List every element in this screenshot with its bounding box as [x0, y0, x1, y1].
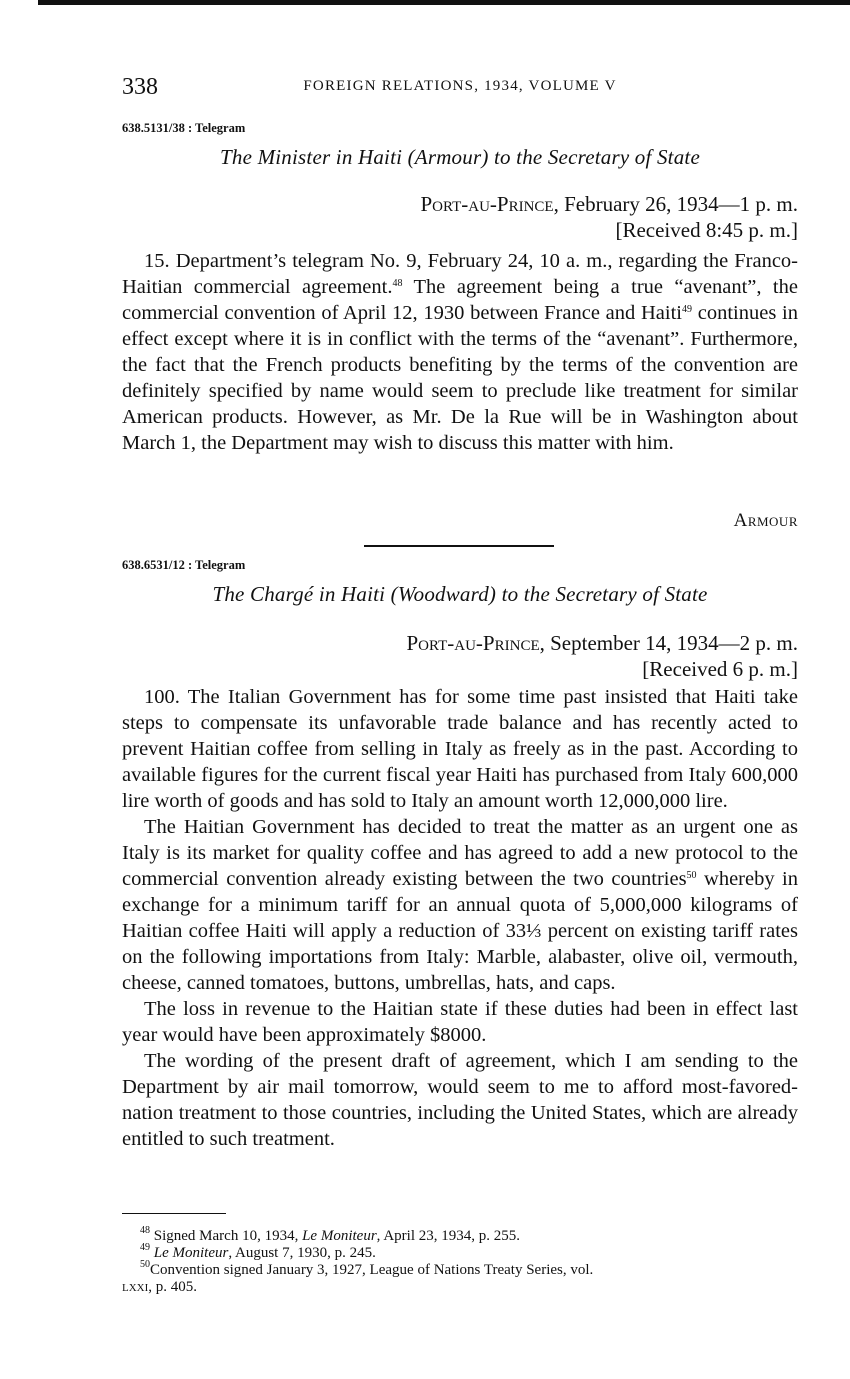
footnote-ref-48[interactable]: 48: [392, 278, 403, 289]
doc2-paragraph-4: The wording of the present draft of agreement, which I am sending to the Department by air mail tomorrow, would seem to me to afford most-favored-nation treatment to those countries, including the United States, which are already entitled to such treatment.: [122, 1050, 798, 1150]
footnote-50-continued: [122, 1279, 798, 1296]
doc1-received: [Received 8:45 p. m.]: [615, 218, 798, 242]
footnote-49: [122, 1242, 798, 1262]
footnote-50-text-c: , p. 405.: [148, 1279, 198, 1295]
doc2-title: The Chargé in Haiti (Woodward) to the Secretary of State: [212, 582, 708, 606]
page-header: [122, 74, 798, 104]
footnote-48: [122, 1225, 798, 1245]
doc1-signature: Armour: [733, 510, 798, 531]
footnote-rule: [122, 1213, 226, 1214]
footnote-50-volume: lxxi: [122, 1279, 149, 1295]
footnote-50: [122, 1259, 798, 1279]
doc1-place: Port-au-Prince: [420, 192, 554, 216]
doc2-dateline: [407, 630, 799, 682]
footnote-49-number: 49: [140, 1242, 150, 1253]
footnote-49-italic: Le Moniteur: [150, 1245, 229, 1261]
top-border-rule: [38, 0, 850, 5]
doc1-date: , February 26, 1934—1 p. m.: [553, 192, 798, 216]
footnote-ref-49[interactable]: 49: [682, 304, 692, 315]
doc2-received: [Received 6 p. m.]: [642, 657, 798, 681]
footnote-50-number: 50: [140, 1259, 150, 1270]
doc2-place: Port-au-Prince: [406, 631, 540, 655]
doc2-file-reference: 638.6531/12 : Telegram: [122, 558, 246, 572]
footnote-48-number: 48: [140, 1225, 150, 1236]
footnote-ref-50[interactable]: 50: [686, 870, 697, 881]
doc2-paragraph-3: The loss in revenue to the Haitian state if these duties had been in effect last year would have been approximately $8000.: [122, 998, 798, 1046]
footnote-48-text-b: , April 23, 1934, p. 255.: [376, 1228, 520, 1244]
doc1-body: [122, 248, 798, 456]
doc2-text-a: The Haitian Government has decided to treat the matter as an urgent one as Italy is its market for quality coffee and has agreed to add a new protocol to the commercial convention already existing between the two countries: [122, 816, 798, 890]
doc1-dateline: [420, 191, 798, 243]
doc2-body: [122, 684, 798, 1152]
doc1-title: The Minister in Haiti (Armour) to the Secretary of State: [220, 145, 700, 169]
running-head: FOREIGN RELATIONS, 1934, VOLUME V: [303, 78, 617, 94]
page-number: 338: [122, 74, 158, 100]
doc2-paragraph-1: 100. The Italian Government has for some time past insisted that Haiti take steps to compensate its unfavorable trade balance and has recently acted to prevent Haitian coffee from selling in Italy as freely as in the past. According to available figures for the current fiscal year Haiti has purchased from Italy 600,000 lire worth of goods and has sold to Italy an amount worth 12,000,000 lire.: [122, 686, 798, 812]
doc1-text-a: 15. Department’s telegram No. 9, February 24, 10 a. m., regarding the Franco-Haitian commercial agreement.: [122, 250, 798, 298]
footnote-49-text: , August 7, 1930, p. 245.: [228, 1245, 376, 1261]
doc2-paragraph-2: [122, 814, 798, 996]
doc1-file-reference: 638.5131/38 : Telegram: [122, 121, 246, 135]
doc1-text-b: The agreement being a true “avenant”, the commercial convention of April 12, 1930 between France and Haiti: [122, 276, 798, 324]
section-divider: [364, 545, 554, 547]
footnotes: [122, 1225, 798, 1296]
doc2-date: , September 14, 1934—2 p. m.: [539, 631, 798, 655]
doc1-text-c: continues in effect except where it is in conflict with the terms of the “avenant”. Furthermore, the fact that the French products benefiting by the terms of the convention are definitely specified by name would seem to preclude like treatment for similar American products. However, as Mr. De la Rue will be in Washington about March 1, the Department may wish to discuss this matter with him.: [122, 302, 798, 454]
doc1-paragraph: [122, 248, 798, 456]
footnote-50-text-a: Convention signed January 3, 1927, League of Nations Treaty Series, vol.: [150, 1262, 594, 1278]
footnote-48-text-a: Signed March 10, 1934,: [150, 1228, 303, 1244]
doc2-text-b: whereby in exchange for a minimum tariff for an annual quota of 5,000,000 kilograms of Haitian coffee Haiti will apply a reduction of 33⅓ percent on existing tariff rates on the following importations from Italy: Marble, alabaster, olive oil, vermouth, cheese, canned tomatoes, buttons, umbrellas, hats, and caps.: [122, 868, 798, 994]
footnote-48-italic: Le Moniteur: [302, 1228, 377, 1244]
